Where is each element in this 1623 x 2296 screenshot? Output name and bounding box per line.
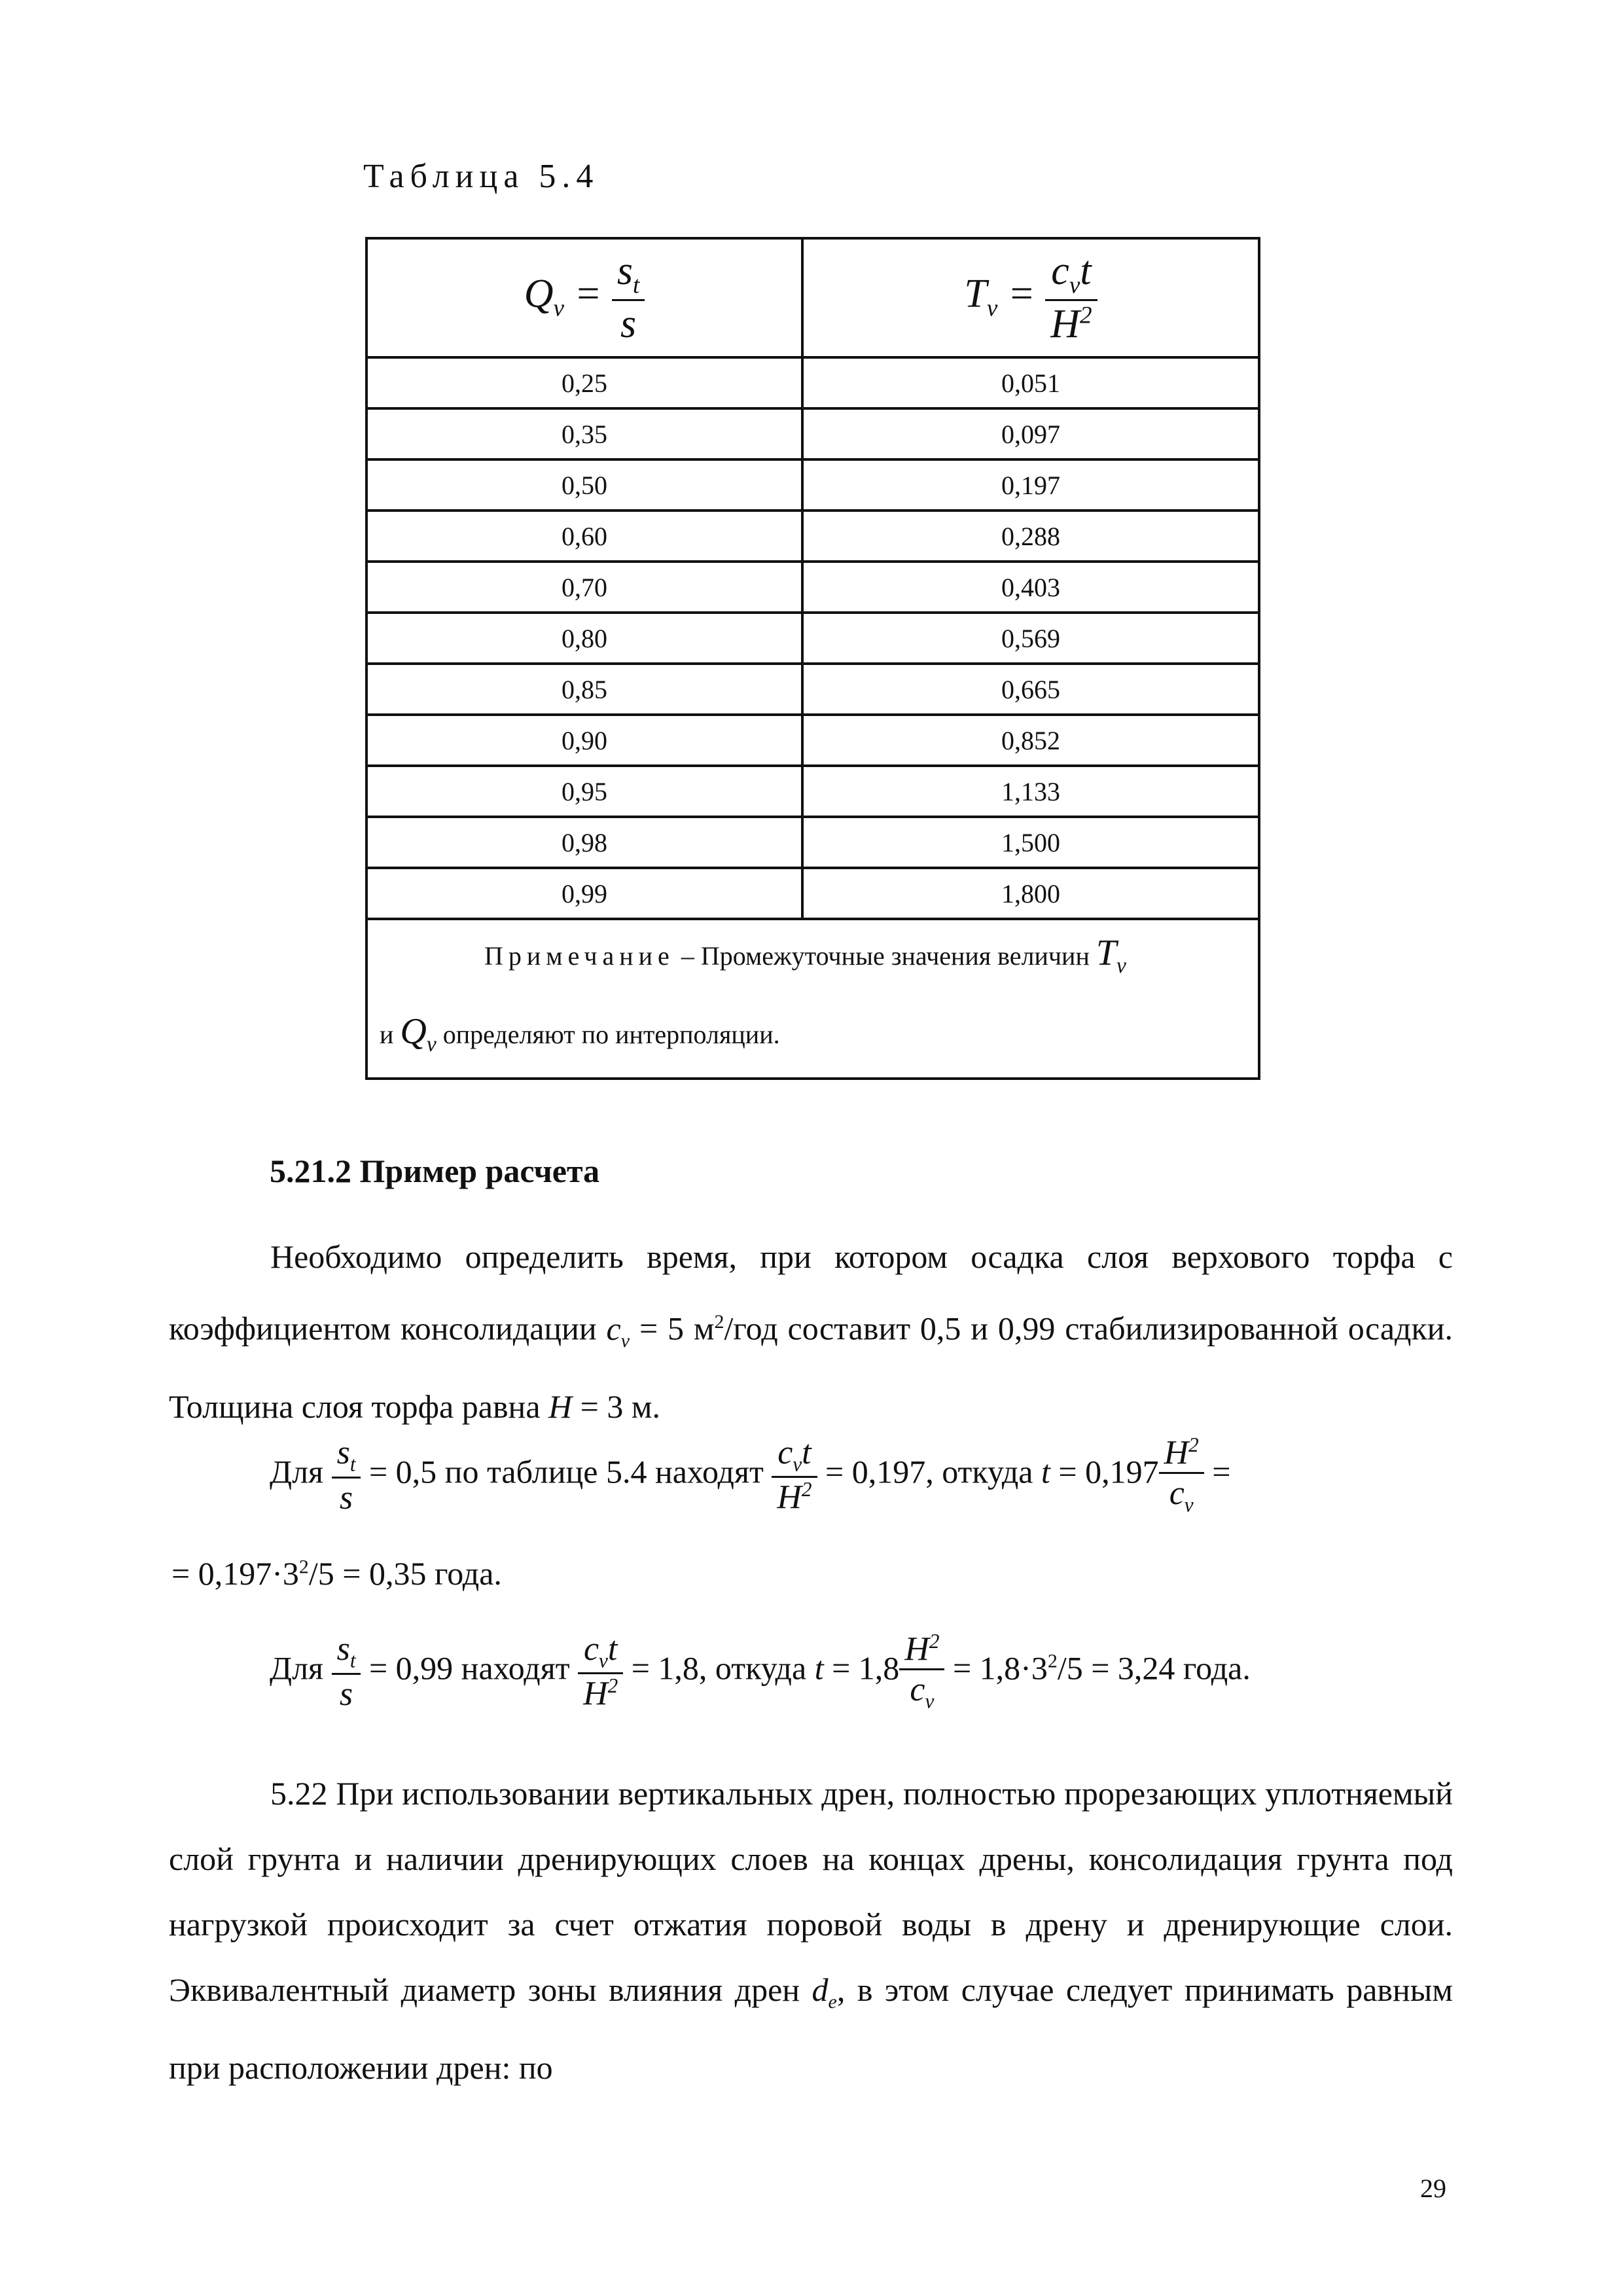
- table-cell-tv: 0,852: [802, 715, 1259, 766]
- table-cell-qv: 0,35: [366, 408, 802, 459]
- table-5-4: [365, 237, 1260, 1080]
- section-heading: 5.21.2 Пример расчета: [270, 1153, 600, 1189]
- table-note: Примечание – Промежуточные значения величин $T_v$ и $Q_v$ определяют по интерполяции.: [366, 919, 1259, 1079]
- table-cell-qv: 0,80: [366, 613, 802, 664]
- table-cell-tv: 0,403: [802, 562, 1259, 613]
- qv-formula: $Q_v$ = $\frac{s_t}{s}$: [524, 272, 645, 316]
- header-qv: [366, 238, 802, 357]
- table-cell-qv: 0,95: [366, 766, 802, 817]
- table-cell-tv: 0,197: [802, 459, 1259, 511]
- paragraph-5-22: 5.22 При использовании вертикальных дрен, полностью прорезающих уплотняемый слой грунта и наличии дренирующих слоев на концах дрены, консолидация грунта под нагрузкой происходит за счет отжатия поровой воды в дрену и дренирующие слои. Эквивалентный диаметр зоны влияния дрен $d_e$, в этом случае следует принимать равным при расположении дрен: по: [169, 1775, 1454, 2086]
- table-cell-qv: 0,60: [366, 511, 802, 562]
- paragraph-example: Необходимо определить время, при котором осадка слоя верхового торфа с коэффициентом консолидации $c_v = 5$ $м^2$/год составит 0,5 и 0,99 стабилизированной осадки. Толщина слоя торфа равна H = 3 м.: [169, 1238, 1454, 1425]
- table-cell-qv: 0,85: [366, 664, 802, 715]
- calc-line-1-cont: = $0,197\cdot 3^2/5 = 0,35$ года.: [171, 1555, 502, 1592]
- table-header-row: [366, 238, 1259, 357]
- note-label: Примечание: [484, 941, 675, 971]
- table-cell-qv: 0,70: [366, 562, 802, 613]
- table-cell-qv: 0,98: [366, 817, 802, 868]
- table-cell-tv: 1,800: [802, 868, 1259, 919]
- calc-line-1: Для $\frac{s_t}{s}$ = 0,5 по таблице 5.4 находят $\frac{c_vt}{H^2}$ = 0,197, откуда t = 0,197 $\frac{H^2}{c_v}$ =: [270, 1433, 1231, 1516]
- table-cell-tv: 0,665: [802, 664, 1259, 715]
- table-cell-tv: 0,288: [802, 511, 1259, 562]
- table-cell-qv: 0,25: [366, 357, 802, 408]
- table-cell-tv: 1,133: [802, 766, 1259, 817]
- calc-line-2: Для $\frac{s_t}{s}$ = 0,99 находят $\frac{c_vt}{H^2}$ = 1,8, откуда t = 1,8 $\frac{H^2}{c_v}$ = $1,8\cdot 3^2/5 = 3,24$ года.: [270, 1630, 1251, 1713]
- table-cell-tv: 1,500: [802, 817, 1259, 868]
- table-cell-qv: 0,99: [366, 868, 802, 919]
- table-cell-tv: 0,569: [802, 613, 1259, 664]
- tv-formula: $T_v$ = $\frac{c_vt}{H^2}$: [964, 272, 1097, 316]
- table-cell-tv: 0,051: [802, 357, 1259, 408]
- page-number: 29: [1420, 2174, 1446, 2203]
- table-cell-tv: 0,097: [802, 408, 1259, 459]
- table-cell-qv: 0,90: [366, 715, 802, 766]
- header-tv: [802, 238, 1259, 357]
- note-text-2: определяют по интерполяции.: [442, 1020, 780, 1050]
- table-note-row: [366, 919, 1259, 1079]
- note-text-1: – Промежуточные значения величин: [681, 941, 1090, 971]
- table-cell-qv: 0,50: [366, 459, 802, 511]
- table-caption: Таблица 5.4: [363, 158, 599, 195]
